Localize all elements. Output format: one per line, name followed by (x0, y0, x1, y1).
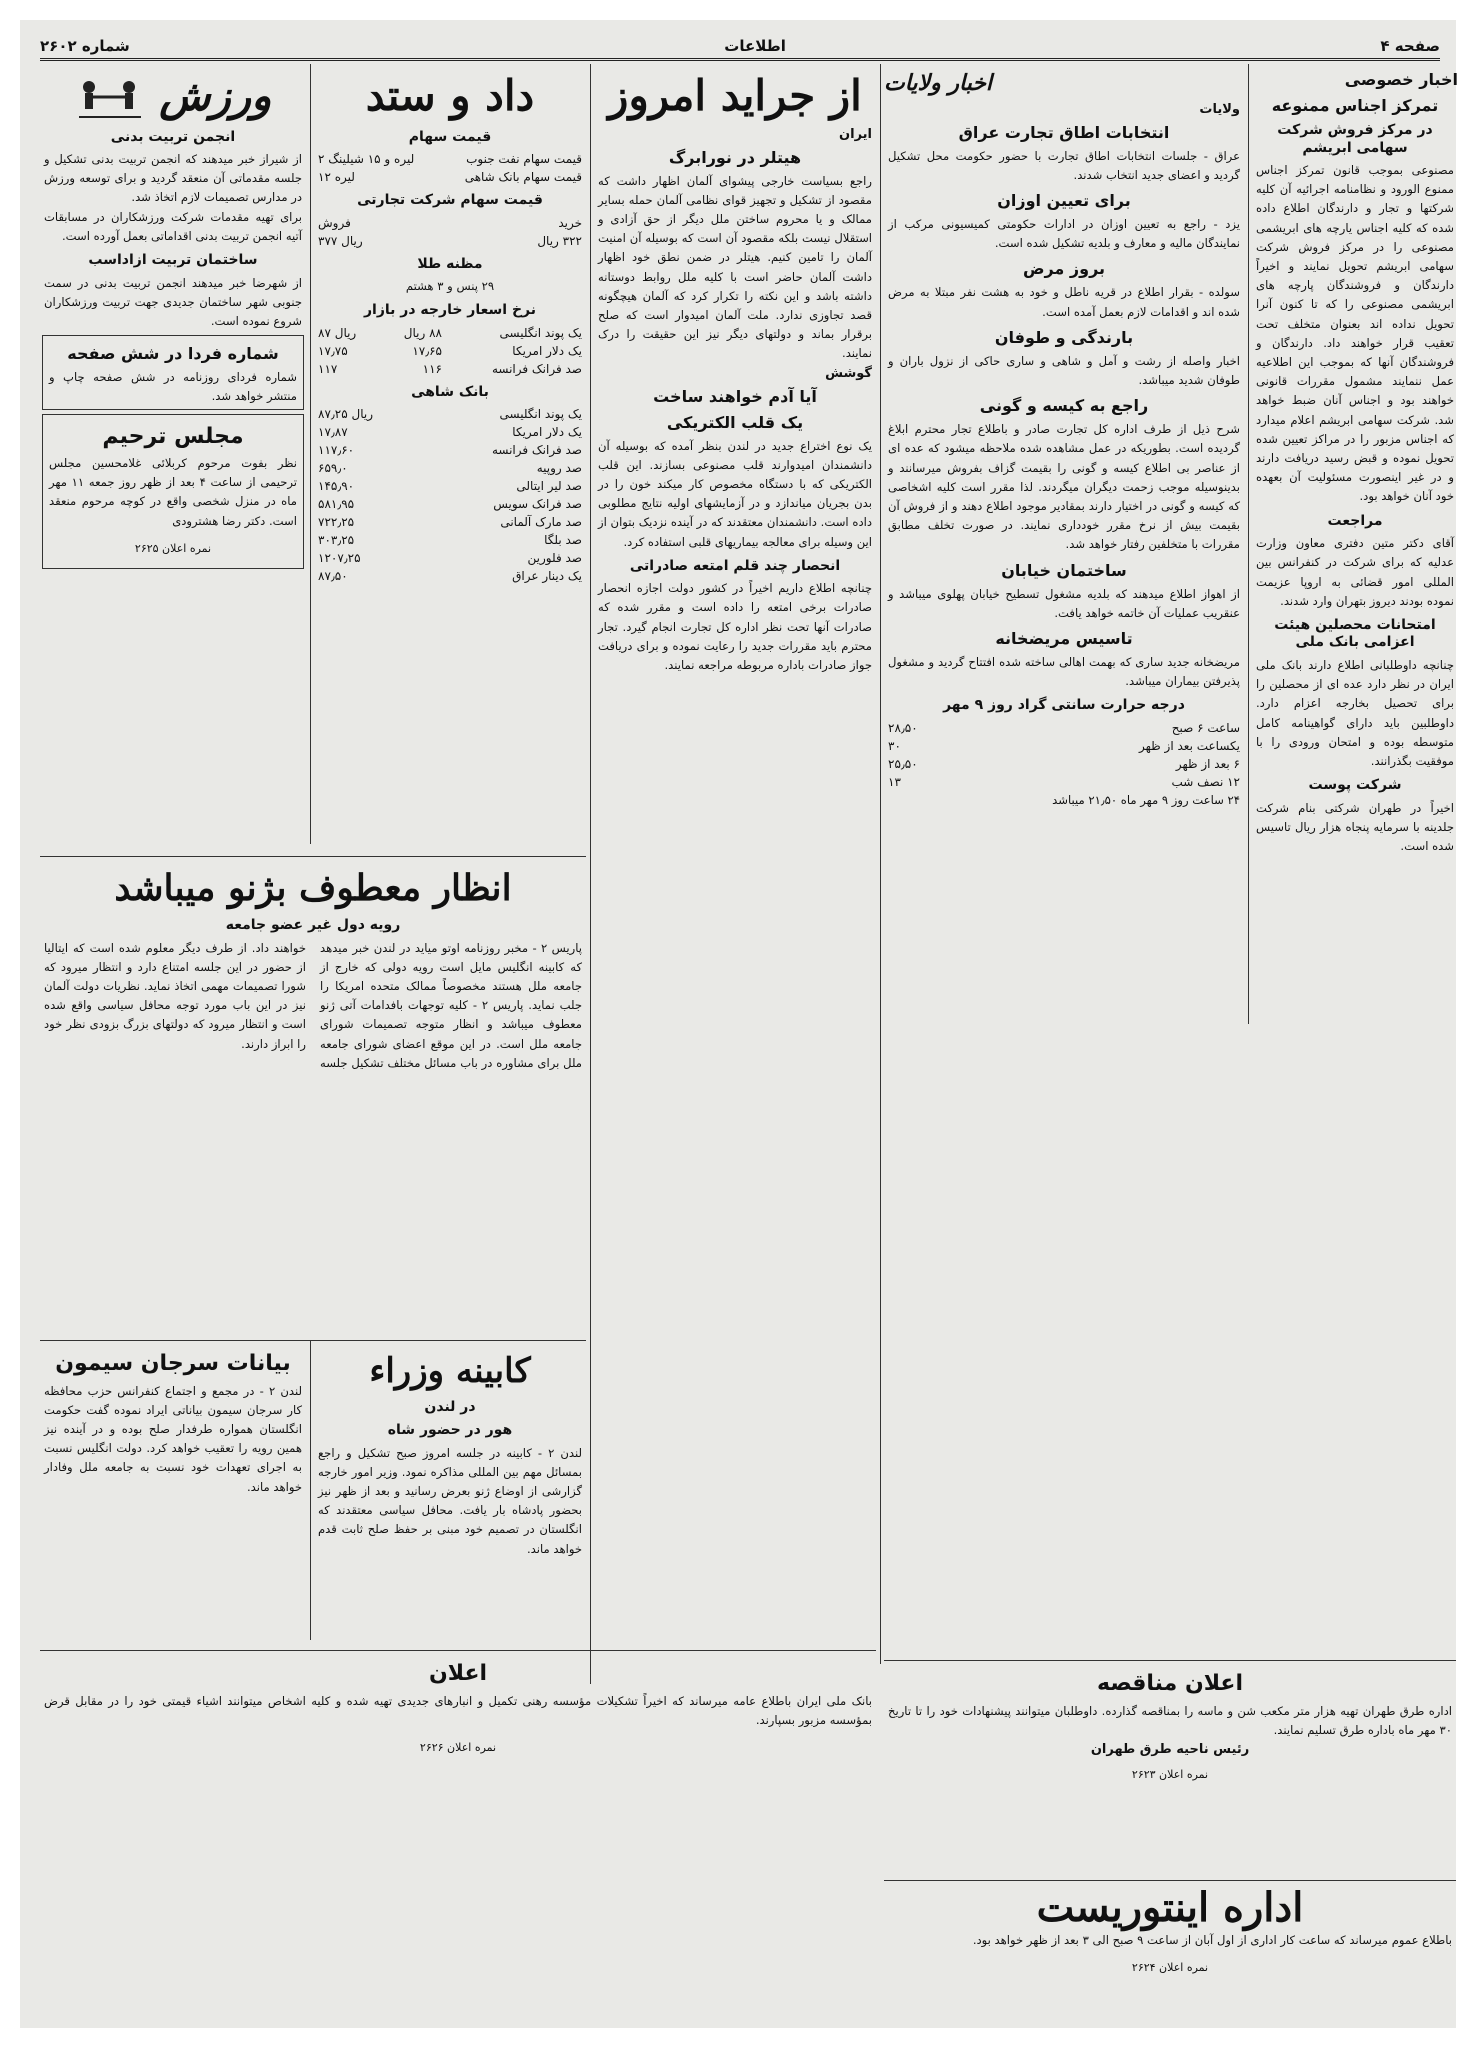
headline: بانک شاهی (411, 383, 489, 400)
article-body: سولده - بقرار اطلاع در قریه ناطل و خود به هشت نفر مبتلا به مرض شده اند و اقدامات لازم بعمل آمده است. (888, 285, 1240, 319)
article-body: عراق - جلسات انتخابات اطاق تجارت با حضور حکومت محل تشکیل گردید و اعضای جدید انتخاب شدند. (888, 148, 1240, 182)
table-row: صد فرانک فرانسه ۱۱۶ ۱۱۷ (318, 361, 582, 376)
headline: مجلس ترحیم (102, 423, 244, 449)
table-row: خرید فروش (318, 215, 582, 230)
page-number: صفحه ۴ (1380, 37, 1440, 55)
table-row: یکساعت بعد از ظهر ۳۰ (888, 738, 1240, 753)
notice-box (42, 335, 304, 409)
section-label: ایران (839, 126, 872, 142)
article-body: شماره فردای روزنامه در شش صفحه چاپ و منتشر خواهد شد. (49, 370, 297, 404)
tender-notice (884, 1664, 1456, 1874)
temperature-table (884, 719, 1244, 791)
headline: بروز مرض (1022, 259, 1106, 279)
newspaper-name: اطلاعات (724, 37, 786, 55)
feature-article (40, 860, 586, 1330)
table-row: ساعت ۶ صبح ۲۸٫۵۰ (888, 720, 1240, 735)
article-body: چنانچه داوطلبانی اطلاع دارند بانک ملی ایران در نظر دارد عده ای از محصلین را برای تحصیل بخارجه اعزام دارد. داوطلبین باید دارای گواهینامه کامل متوسطه بوده و امتحان ورودی را با موفقیت بگذرانند. (1256, 657, 1454, 768)
table-row: صد لیر ایتالی ۱۴۵٫۹۰ (318, 479, 582, 494)
section-divider (40, 1650, 876, 1651)
headline: نرخ اسعار خارجه در بازار (364, 302, 536, 319)
table-row: صد فرانک فرانسه ۱۱۷٫۶۰ (318, 443, 582, 458)
column-provinces (884, 64, 1244, 1664)
bank-announcement (40, 1654, 876, 1954)
article-body: از شهرضا خبر میدهند انجمن تربیت بدنی در سمت جنوبی شهر ساختمان جدیدی جهت تربیت ورزشکاران شروع نموده است. (44, 275, 302, 328)
article-body: از اهواز اطلاع میدهند که بلدیه مشغول تسطیح خیابان پهلوی میباشد و عنقریب عملیات آن خاتمه خواهد یافت. (888, 586, 1240, 620)
wrestlers-illustration-icon (75, 77, 145, 121)
simon-article (40, 1344, 306, 1644)
column-divider (1248, 64, 1249, 1024)
temperature-note: ۲۴ ساعت روز ۹ مهر ماه ۲۱٫۵۰ میباشد (1052, 792, 1240, 807)
headline: آیا آدم خواهند ساخت (653, 386, 817, 406)
table-row: یک پوند انگلیسی ۸۸ ریال ۸۷ ریال (318, 325, 582, 340)
company-share-table (314, 214, 586, 250)
column-divider (310, 1340, 311, 1640)
headline: انحصار چند قلم امتعه صادراتی (629, 557, 841, 574)
headline: ساختمان تربیت ازاداسب (88, 252, 258, 269)
headline: تاسیس مریضخانه (995, 628, 1133, 648)
currency-table (314, 324, 586, 378)
section-divider (40, 856, 586, 857)
ad-number: نمره اعلان ۲۶۲۵ (134, 541, 212, 555)
headline: راجع به کیسه و گونی (979, 396, 1149, 416)
article-body: برای تهیه مقدمات شرکت ورزشکاران در مسابقات آتیه انجمن تربیت بدنی اقداماتی بعمل آورده است. (44, 209, 302, 243)
table-row: قیمت سهام نفت جنوب ۲ لیره و ۱۵ شیلینگ (318, 152, 582, 166)
headline: در مرکز فروش شرکت سهامی ابریشم (1277, 122, 1433, 156)
headline: کابینه وزراء (369, 1351, 531, 1391)
article-body: اخبار واصله از رشت و آمل و شاهی و ساری حاکی از نزول باران و طوفان شدید میباشد. (888, 353, 1240, 387)
article-body: از شیراز خبر میدهند که انجمن تربیت بدنی تشکیل و جلسه مقدماتی آن منعقد گردید و برای توسعه ورزش در مدارس تصمیمات لازم اتخاذ شد. (44, 152, 302, 205)
section-title: اخبار خصوصی (1344, 70, 1458, 89)
section-divider (884, 1880, 1456, 1881)
column-divider (590, 64, 591, 1684)
headline: انجمن تربیت بدنی (110, 128, 236, 145)
headline: هیتلر در نورابرگ (668, 147, 802, 167)
article-body: راجع بسیاست خارجی پیشوای آلمان اظهار داشت که مقصود از تشکیل و تجهیز قوای نظامی آلمان حمله بسایر ممالک و یا محروم ساختن ملل دیگر از حق آزادی و استقلال نیست بلکه مقصود آن است که بوسیله آن امنیت آلمان را تامین کنیم. هیتلر در ضمن نطق خود اظهار داشت آلمان حاضر است با کلیه ملل روابط دوستانه داشته باشد و این نکته را تکرار کرد که آلمان هیچگونه قصد تجاوزی ندارد. ملت آلمان امیدوار است که صلح برقرار بماند و دولتهای دیگر نیز این حقیقت را درک نمایند. (598, 173, 872, 361)
table-row: یک پوند انگلیسی ۸۷٫۲۵ ریال (318, 407, 582, 422)
headline: انظار معطوف بژنو میباشد (114, 867, 512, 909)
table-row: صد فلورین ۱۲۰۷٫۲۵ (318, 551, 582, 566)
ad-number: نمره اعلان ۲۶۲۶ (419, 1740, 497, 1754)
article-body: اخیراً در طهران شرکتی بنام شرکت جلدینه با سرمایه پنجاه هزار ریال تاسیس شده است. (1256, 800, 1454, 854)
banner-title: اخبار ولایات (884, 71, 993, 96)
signature: رئیس ناحیه طرق طهران (1090, 1741, 1250, 1757)
headline: شماره فردا در شش صفحه (67, 344, 279, 364)
table-row: ۶ بعد از ظهر ۲۵٫۵۰ (888, 756, 1240, 771)
cabinet-article (314, 1344, 586, 1644)
article-body: اداره طرق طهران تهیه هزار متر مکعب شن و ماسه را بمناقصه گذارده. داوطلبان میتوانند پیشنهادات خود را تا تاریخ ۳۰ مهر ماه باداره طرق تسلیم نمایند. (888, 1703, 1452, 1737)
masthead (40, 34, 1440, 61)
article-body: بانک ملی ایران باطلاع عامه میرساند که اخیراً تشکیلات مؤسسه رهنی تکمیل و انبارهای جدیدی تهیه شده و کلیه اشخاص میتوانند اشیاء قیمتی خود را در مقابل قرض بمؤسسه مزبور بسپارند. (44, 1693, 872, 1727)
table-row: یک دلار امریکا ۱۷٫۸۷ (318, 425, 582, 440)
headline: تمرکز اجناس ممنوعه (1271, 96, 1439, 115)
headline: امتحانات محصلین هیئت اعزامی بانک ملی (1274, 616, 1436, 651)
column-press-review (594, 64, 876, 1684)
article-body: شرح ذیل از طرف اداره کل تجارت صادر و باطلاع تجار محترم ابلاغ گردیده است. بطوریکه در عمل مشاهده شده ملاحظه میشود که عده ای از عناصر بی اطلاع کیسه و گونی را بقیمت گزاف بفروش میرسانند و بدینوسیله موجب زحمت دیگران میگردند. لذا مقرر است کلیه اشخاصی که کیسه و گونی در اختیار دارند بمقادیر موجود اطلاع دهند و از فروش آن بقیمت بیش از نرخ مقرر خودداری نمایند. در صورت تخلف مطابق مقررات با متخلفین رفتار خواهد شد. (888, 422, 1240, 552)
column-private-news (1252, 64, 1458, 1244)
headline: انتخابات اطاق تجارت عراق (958, 122, 1170, 142)
article-body: باطلاع عموم میرساند که ساعت کار اداری از اول آبان از ساعت ۹ صبح الی ۳ بعد از ظهر خواهد بود. (972, 1933, 1452, 1947)
section-title: داد و ستد (365, 71, 535, 120)
column-divider (880, 64, 881, 1664)
sub-headline: هور در حضور شاه (387, 1422, 513, 1438)
headline: ساختمان خیابان (1001, 560, 1127, 580)
headline: اداره اینتوریست (1036, 1884, 1304, 1931)
bank-rate-table (314, 405, 586, 585)
table-row: ۳۲۲ ریال ۳۷۷ ریال (318, 233, 582, 248)
article-body: آقای دکتر متین دفتری معاون وزارت عدلیه که برای شرکت در کنفرانس بین المللی امور قضائی به اروپا عزیمت نموده بودند دیروز بتهران وارد شدند. (1256, 536, 1454, 608)
memorial-notice (42, 414, 304, 569)
article-body: مریضخانه جدید ساری که بهمت اهالی ساخته شده افتتاح گردید و مشغول پذیرفتن بیماران میباشد. (888, 654, 1240, 689)
column-sports (40, 64, 306, 844)
headline: یک قلب الکتریکی (666, 412, 804, 432)
headline: اعلان مناقصه (1097, 1671, 1243, 1696)
section-title: ولایات (1199, 101, 1240, 117)
table-row: ۱۲ نصف شب ۱۳ (888, 774, 1240, 789)
headline: قیمت سهام شرکت تجارتی (357, 192, 543, 208)
article-body: یک نوع اختراع جدید در لندن بنظر آمده که بوسیله آن دانشمندان امیدوارند قلب مصنوعی بسازند. این قلب الکتریکی که با دستگاه مخصوص کار میکند خون را در بدن بجریان میاندازد و در آزمایشهای اولیه نتایج مطلوبی داده است. دانشمندان معتقدند که در آینده نزدیک بتوان از این وسیله برای معالجه بیماریهای قلبی استفاده کرد. (598, 438, 872, 549)
table-row: صد روپیه ۶۵۹٫۰ (318, 461, 582, 476)
ad-number: نمره اعلان ۲۶۲۳ (1131, 1767, 1209, 1781)
article-body: مصنوعی بموجب قانون تمرکز اجناس ممنوع الورود و نظامنامه اجرائیه آن کلیه شرکتها و تجار و دارندگان اطلاع داده شده که کلیه اجناس یارچه های ابریشمی مصنوعی را در مرکز فروش شرکت سهامی ابریشم تحویل نمایند و اخیراً دارندگان و فروشندگان پارچه های ابریشمی مصنوعی را که تا کنون آنرا تحویل نداده اند بعنوان متخلف تحت تعقیب قرار خواهند داد. دارندگان و فروشندگان آنها که بموجب این اطلاعیه عمل ننمایند مشمول مقررات قانونی خواهند بود و اجناس آنان ضبط خواهد شد. شرکت سهامی ابریشم اعلام میدارد که اجناس مزبور را در مراکز تعیین شده تحویل نموده و قبض رسید دریافت دارند و در غیر اینصورت مسئولیت آن بعهده خود آنان خواهد بود. (1256, 163, 1454, 504)
table-row: قیمت سهام بانک شاهی ۱۲ لیره (318, 170, 582, 184)
table-row: صد مارک آلمانی ۷۲۲٫۲۵ (318, 515, 582, 530)
headline: اعلان (428, 1661, 488, 1686)
share-price-table (314, 150, 586, 186)
headline: قیمت سهام (408, 128, 492, 145)
intourist-notice (884, 1884, 1456, 2014)
ad-number: نمره اعلان ۲۶۲۴ (1131, 1961, 1209, 1975)
column-market (314, 64, 586, 844)
table-row: یک دینار عراق ۸۷٫۵۰ (318, 569, 582, 584)
issue-number: شماره ۲۶۰۲ (40, 37, 130, 55)
table-row: صد بلگا ۳۰۳٫۲۵ (318, 533, 582, 548)
table-row: صد فرانک سویس ۵۸۱٫۹۵ (318, 497, 582, 512)
sub-headline: رویه دول غیر عضو جامعه (225, 917, 401, 933)
section-label: گوشش (825, 365, 872, 381)
temperature-title: درجه حرارت سانتی گراد روز ۹ مهر (943, 697, 1185, 714)
headline: مراجعت (1327, 512, 1383, 529)
section-title: از جراید امروز (608, 71, 862, 120)
sub-headline: در لندن (424, 1398, 476, 1415)
article-body: لندن ۲ - کابینه در جلسه امروز صبح تشکیل و راجع بمسائل مهم بین المللی مذاکره نمود. وزیر امور خارجه گزارشی از اوضاع ژنو بعرض رسانید و بعد از ظهر نیز بحضور پادشاه بار یافت. محافل سیاسی معتقدند که انگلستان در تصمیم خود مبنی بر حفظ صلح ثابت قدم خواهد ماند. (318, 1445, 582, 1556)
article-body: پاریس ۲ - مخبر روزنامه اوتو میاید در لندن خبر میدهد که کابینه انگلیس مایل است رویه دولی که خارج از جامعه ملل هستند مخصوصاً ممالک متحده امریکا را جلب نماید. پاریس ۲ - کلیه توجهات بافدامات آتی ژنو معطوف میباشد و انظار متوجه تصمیمات شورای جامعه ملل است. در این موقع اعضای شورای جامعه ملل برای مشاوره در باب مسائل مختلف تشکیل جلسه خواهند داد. از طرف دیگر معلوم شده است که ایتالیا از حضور در این جلسه امتناع دارد و انتظار میرود که شورا تصمیمات مهمی اتخاذ نماید. نظریات دولت آلمان نیز در این باب مورد توجه محافل سیاسی واقع شده است و انتظار میرود که دولتهای بزرگ بزودی نظر خود را ابراز دارند. (44, 940, 582, 1070)
article-body: لندن ۲ - در مجمع و اجتماع کنفرانس حزب محافظه کار سرجان سیمون بیاناتی ایراد نموده گفت حکومت انگلستان همواره طرفدار صلح بوده و در آینده نیز همین رویه را تعقیب خواهد کرد. دولت انگلیس نسبت به اجرای تعهدات خود نسبت به جامعه ملل وفادار خواهد ماند. (44, 1383, 302, 1494)
section-divider (884, 1660, 1456, 1661)
article-body: یزد - راجع به تعیین اوزان در ادارات حکومتی کمیسیونی مرکب از نمایندگان مالیه و معارف و بلدیه تشکیل شده است. (888, 216, 1240, 251)
section-title: ورزش (40, 70, 306, 123)
headline: شرکت پوست (1308, 777, 1402, 794)
headline: برای تعیین اوزان (997, 190, 1131, 210)
table-row: یک دلار امریکا ۱۷٫۶۵ ۱۷٫۷۵ (318, 343, 582, 358)
article-body: چنانچه اطلاع داریم اخیراً در کشور دولت اجازه انحصار صادرات برخی امتعه را داده است و مقرر شده که صادرات آنها تحت نظر اداره کل تجارت انجام گیرد. تجار محترم باید مقررات جدید را رعایت نموده و برای دریافت جواز صادرات باداره مربوطه مراجعه نمایند. (598, 581, 872, 673)
headline: بیانات سرجان سیمون (55, 1351, 291, 1376)
headline: بارندگی و طوفان (994, 327, 1134, 347)
headline: مظنه طلا (417, 255, 483, 272)
column-divider (310, 64, 311, 844)
section-divider (40, 1340, 586, 1341)
article-body: نظر بفوت مرحوم کربلائی غلامحسین مجلس ترحیمی از ساعت ۴ بعد از ظهر روز جمعه ۱۱ مهر ماه در منزل شخصی واقع در کوچه مرحوم منعقد است. دکتر رضا هشترودی (49, 456, 297, 528)
gold-price: ۲۹ پنس و ۳ هشتم (405, 279, 495, 293)
